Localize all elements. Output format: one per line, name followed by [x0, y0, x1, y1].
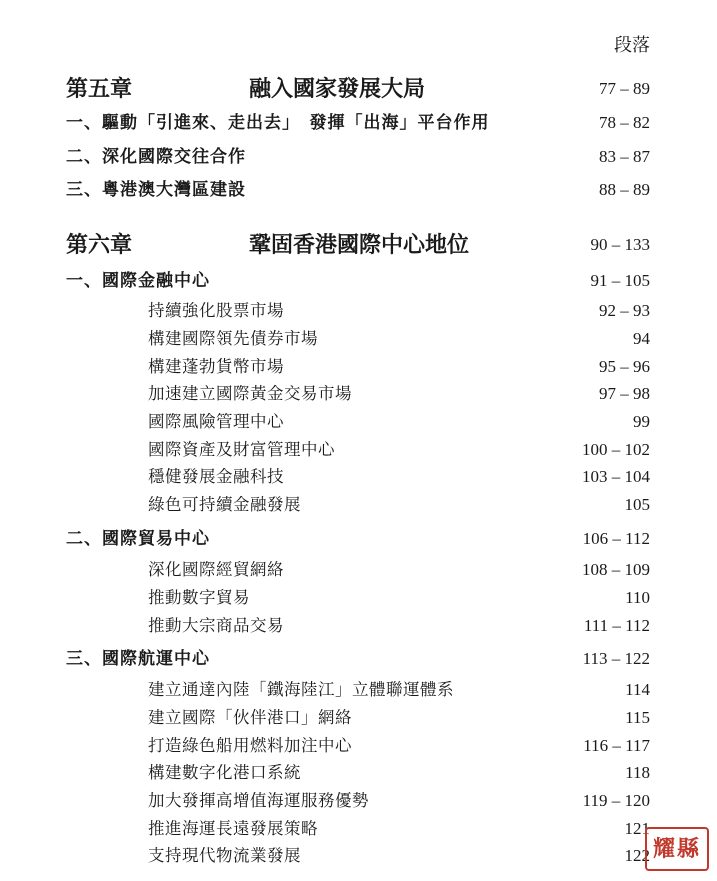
subitem-row[interactable] — [0, 379, 717, 409]
section-title: 一、驅動「引進來、走出去」 發揮「出海」平台作用 — [66, 113, 490, 133]
page-range: 122 — [624, 846, 650, 865]
subitem-row[interactable] — [0, 583, 717, 613]
page-range: 103 – 104 — [582, 467, 650, 486]
subitem-row[interactable] — [0, 703, 717, 733]
subitem-row[interactable] — [0, 407, 717, 437]
subitem-title: 深化國際經貿網絡 — [148, 560, 284, 579]
page-range: 111 – 112 — [583, 616, 650, 635]
subitem-row[interactable] — [0, 814, 717, 844]
section-title: 二、深化國際交往合作 — [66, 147, 246, 167]
page-range: 119 – 120 — [582, 791, 650, 810]
section-row[interactable] — [0, 175, 717, 205]
chapter-row[interactable] — [0, 74, 717, 104]
section-row[interactable] — [0, 644, 717, 674]
section-row[interactable] — [0, 524, 717, 554]
page-range: 77 – 89 — [599, 79, 650, 98]
page-range: 94 — [633, 329, 650, 348]
page-range: 110 — [625, 588, 650, 607]
page-range: 83 – 87 — [599, 147, 650, 166]
chapter-label: 第六章 — [66, 232, 133, 258]
section-title: 二、國際貿易中心 — [66, 529, 210, 549]
chapter-row[interactable] — [0, 230, 717, 260]
subitem-title: 加大發揮高增值海運服務優勢 — [148, 791, 369, 810]
subitem-row[interactable] — [0, 758, 717, 788]
subitem-row[interactable] — [0, 611, 717, 641]
page-range: 97 – 98 — [599, 384, 650, 403]
section-title: 三、粵港澳大灣區建設 — [66, 180, 246, 200]
section-row[interactable] — [0, 108, 717, 138]
column-header: 段落 — [614, 35, 650, 56]
page-range: 95 – 96 — [599, 357, 650, 376]
page-range: 100 – 102 — [582, 440, 650, 459]
subitem-row[interactable] — [0, 435, 717, 465]
page-range: 116 – 117 — [583, 736, 650, 755]
subitem-title: 建立國際「伙伴港口」網絡 — [148, 708, 352, 727]
subitem-row[interactable] — [0, 675, 717, 705]
page-range: 106 – 112 — [582, 529, 650, 548]
page-range: 121 — [624, 819, 650, 838]
subitem-title: 構建國際領先債券市場 — [148, 329, 318, 348]
page-range: 91 – 105 — [590, 271, 650, 290]
subitem-row[interactable] — [0, 462, 717, 492]
page-range: 99 — [633, 412, 650, 431]
chapter-title: 鞏固香港國際中心地位 — [249, 232, 470, 258]
subitem-title: 構建蓬勃貨幣市場 — [148, 357, 284, 376]
subitem-row[interactable] — [0, 555, 717, 585]
subitem-title: 建立通達內陸「鐵海陸江」立體聯運體系 — [148, 680, 454, 699]
section-row[interactable] — [0, 142, 717, 172]
subitem-title: 穩健發展金融科技 — [148, 467, 284, 486]
subitem-title: 構建數字化港口系統 — [148, 763, 301, 782]
page-range: 88 – 89 — [599, 180, 650, 199]
subitem-row[interactable] — [0, 324, 717, 354]
page-range: 78 – 82 — [599, 113, 650, 132]
subitem-title: 持續強化股票市場 — [148, 301, 284, 320]
subitem-title: 推動大宗商品交易 — [148, 616, 284, 635]
section-title: 一、國際金融中心 — [66, 271, 210, 291]
page-range: 118 — [625, 763, 650, 782]
subitem-title: 國際資產及財富管理中心 — [148, 440, 335, 459]
subitem-row[interactable] — [0, 490, 717, 520]
subitem-row[interactable] — [0, 786, 717, 816]
subitem-row[interactable] — [0, 731, 717, 761]
subitem-row[interactable] — [0, 841, 717, 871]
subitem-title: 打造綠色船用燃料加注中心 — [148, 736, 352, 755]
section-row[interactable] — [0, 266, 717, 296]
page-range: 92 – 93 — [599, 301, 650, 320]
subitem-row[interactable] — [0, 296, 717, 326]
subitem-title: 加速建立國際黃金交易市場 — [148, 384, 352, 403]
page-range: 105 — [624, 495, 650, 514]
chapter-title: 融入國家發展大局 — [249, 76, 426, 102]
watermark-stamp: 耀縣 — [645, 827, 709, 871]
subitem-title: 國際風險管理中心 — [148, 412, 284, 431]
subitem-title: 推進海運長遠發展策略 — [148, 819, 318, 838]
page-range: 113 – 122 — [582, 649, 650, 668]
section-title: 三、國際航運中心 — [66, 649, 210, 669]
subitem-title: 推動數字貿易 — [148, 588, 250, 607]
subitem-title: 綠色可持續金融發展 — [148, 495, 301, 514]
page-range: 114 — [625, 680, 650, 699]
page-range: 108 – 109 — [582, 560, 650, 579]
page-range: 115 — [625, 708, 650, 727]
subitem-title: 支持現代物流業發展 — [148, 846, 301, 865]
subitem-row[interactable] — [0, 352, 717, 382]
page-range: 90 – 133 — [590, 235, 650, 254]
chapter-label: 第五章 — [66, 76, 133, 102]
